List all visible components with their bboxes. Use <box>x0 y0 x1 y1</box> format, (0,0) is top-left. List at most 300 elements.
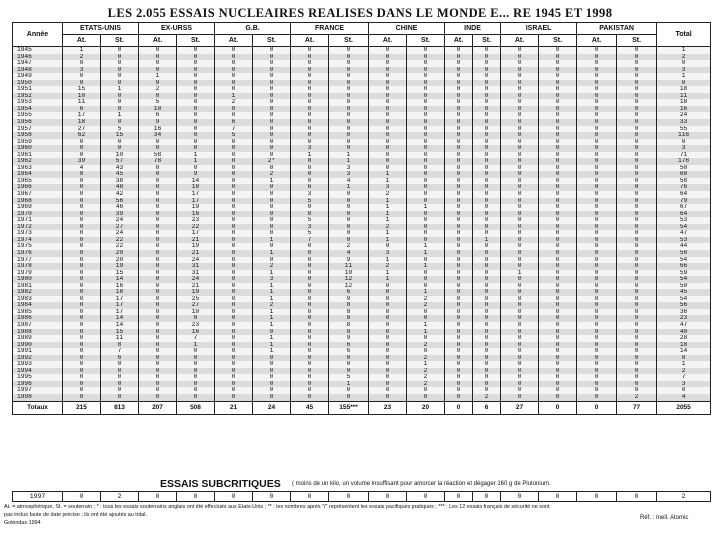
count-cell: 8 <box>329 302 369 309</box>
count-cell: 0 <box>445 387 473 394</box>
count-cell: 0 <box>63 145 101 152</box>
count-cell: 0 <box>63 361 101 368</box>
count-cell: 0 <box>291 106 329 113</box>
count-cell: 0 <box>215 106 253 113</box>
count-cell: 0 <box>617 67 657 74</box>
count-cell: 0 <box>577 211 617 218</box>
count-cell: 0 <box>63 276 101 283</box>
count-cell: 0 <box>329 145 369 152</box>
count-cell: 0 <box>369 374 407 381</box>
total-cell: 2 <box>657 54 711 61</box>
count-cell: 1 <box>369 276 407 283</box>
count-cell: 0 <box>445 132 473 139</box>
count-cell: 3 <box>291 224 329 231</box>
count-cell: 0 <box>501 126 539 133</box>
year-cell: 1990 <box>13 342 63 349</box>
count-cell: 0 <box>407 93 445 100</box>
count-cell: 0 <box>177 374 215 381</box>
total-cell: 40 <box>657 329 711 336</box>
count-cell: 0 <box>291 387 329 394</box>
count-cell: 0 <box>617 178 657 185</box>
count-cell: 0 <box>501 335 539 342</box>
count-cell: 21 <box>177 250 215 257</box>
count-cell: 0 <box>291 329 329 336</box>
count-cell: 62 <box>63 132 101 139</box>
total-cell: 66 <box>657 263 711 270</box>
subcritical-title: ESSAIS SUBCRITIQUES <box>160 478 281 490</box>
count-cell: 0 <box>539 289 577 296</box>
count-cell: 4 <box>329 178 369 185</box>
count-cell: 0 <box>369 47 407 54</box>
count-cell: 0 <box>539 322 577 329</box>
total-cell: 47 <box>657 230 711 237</box>
count-cell: 0 <box>215 250 253 257</box>
count-cell: 0 <box>369 67 407 74</box>
count-cell: 1 <box>253 250 291 257</box>
total-cell: 18 <box>657 86 711 93</box>
count-cell: 0 <box>473 184 501 191</box>
underground-header: St. <box>101 35 139 47</box>
count-cell: 5 <box>329 374 369 381</box>
atmospheric-header: At. <box>501 35 539 47</box>
count-cell: 0 <box>369 296 407 303</box>
count-cell: 2 <box>407 302 445 309</box>
count-cell: 0 <box>473 204 501 211</box>
count-cell: 0 <box>445 178 473 185</box>
total-cell: 54 <box>657 276 711 283</box>
count-cell: 0 <box>539 132 577 139</box>
count-cell: 0 <box>577 60 617 67</box>
count-cell: 0 <box>539 257 577 264</box>
count-cell: 0 <box>501 47 539 54</box>
count-cell: 1 <box>101 112 139 119</box>
count-cell: 0 <box>473 315 501 322</box>
count-cell: 0 <box>369 119 407 126</box>
year-cell: 1965 <box>13 178 63 185</box>
count-cell: 0 <box>291 80 329 87</box>
count-cell: 0 <box>445 283 473 290</box>
count-cell: 0 <box>617 86 657 93</box>
count-cell: 0 <box>445 368 473 375</box>
count-cell: 0 <box>473 296 501 303</box>
count-cell: 0 <box>407 145 445 152</box>
count-cell: 1 <box>253 283 291 290</box>
count-cell: 0 <box>473 171 501 178</box>
count-cell: 0 <box>445 361 473 368</box>
count-cell: 0 <box>369 112 407 119</box>
count-cell: 0 <box>501 237 539 244</box>
count-cell: 0 <box>253 165 291 172</box>
count-cell: 0 <box>539 270 577 277</box>
count-cell: 0 <box>215 184 253 191</box>
count-cell: 0 <box>369 54 407 61</box>
count-cell: 0 <box>577 158 617 165</box>
count-cell: 21 <box>177 237 215 244</box>
count-cell: 0 <box>407 67 445 74</box>
count-cell: 0 <box>501 250 539 257</box>
count-cell: 0 <box>291 178 329 185</box>
count-cell: 56 <box>101 198 139 205</box>
count-cell: 0 <box>291 67 329 74</box>
count-cell: 0 <box>577 276 617 283</box>
count-cell: 22 <box>101 237 139 244</box>
count-cell: 0 <box>291 112 329 119</box>
count-cell: 0 <box>539 302 577 309</box>
total-cell: 23 <box>657 315 711 322</box>
count-cell: 0 <box>501 165 539 172</box>
count-cell: 0 <box>369 283 407 290</box>
count-cell: 0 <box>63 243 101 250</box>
subcritical-note: ( moins de un kilo, un volume insuffisant pour amorcer la réaction et dégager 160 g de Plutonium. <box>292 481 551 487</box>
count-cell: 0 <box>539 191 577 198</box>
count-cell: 0 <box>407 335 445 342</box>
count-cell: 0 <box>215 191 253 198</box>
count-cell: 0 <box>445 119 473 126</box>
count-cell: 0 <box>577 54 617 61</box>
count-cell: 0 <box>139 315 177 322</box>
count-cell: 6 <box>291 184 329 191</box>
subcritical-cell: 0 <box>215 492 253 502</box>
count-cell: 0 <box>139 361 177 368</box>
count-cell: 0 <box>501 54 539 61</box>
year-cell: 1968 <box>13 198 63 205</box>
count-cell: 0 <box>177 139 215 146</box>
count-cell: 0 <box>473 152 501 159</box>
count-cell: 7 <box>101 348 139 355</box>
count-cell: 0 <box>253 126 291 133</box>
count-cell: 0 <box>617 355 657 362</box>
count-cell: 0 <box>177 93 215 100</box>
count-cell: 0 <box>577 204 617 211</box>
count-cell: 0 <box>101 73 139 80</box>
count-cell: 0 <box>101 119 139 126</box>
count-cell: 0 <box>539 152 577 159</box>
count-cell: 18 <box>177 184 215 191</box>
country-header: EX-URSS <box>139 23 215 35</box>
count-cell: 0 <box>101 361 139 368</box>
count-cell: 0 <box>473 47 501 54</box>
count-cell: 0 <box>539 204 577 211</box>
count-cell: 0 <box>501 145 539 152</box>
count-cell: 0 <box>215 302 253 309</box>
count-cell: 8 <box>329 315 369 322</box>
country-header-row <box>13 23 711 35</box>
count-cell: 0 <box>253 80 291 87</box>
count-cell: 0 <box>539 73 577 80</box>
count-cell: 16 <box>177 329 215 336</box>
count-cell: 0 <box>407 270 445 277</box>
count-cell: 0 <box>291 361 329 368</box>
total-cell: 54 <box>657 257 711 264</box>
count-cell: 0 <box>177 86 215 93</box>
count-cell: 0 <box>369 132 407 139</box>
count-cell: 0 <box>63 309 101 316</box>
count-cell: 0 <box>617 145 657 152</box>
count-cell: 0 <box>539 93 577 100</box>
year-cell: 1947 <box>13 60 63 67</box>
year-cell: 1971 <box>13 217 63 224</box>
count-cell: 0 <box>291 335 329 342</box>
count-cell: 0 <box>369 93 407 100</box>
count-cell: 2 <box>407 381 445 388</box>
count-cell: 0 <box>407 198 445 205</box>
count-cell: 0 <box>215 348 253 355</box>
count-cell: 0 <box>329 60 369 67</box>
count-cell: 0 <box>215 230 253 237</box>
total-cell: 3 <box>657 381 711 388</box>
count-cell: 0 <box>139 381 177 388</box>
count-cell: 1 <box>63 47 101 54</box>
total-cell: 67 <box>657 204 711 211</box>
count-cell: 0 <box>473 257 501 264</box>
count-cell: 0 <box>445 381 473 388</box>
count-cell: 0 <box>539 126 577 133</box>
count-cell: 0 <box>407 191 445 198</box>
count-cell: 0 <box>473 73 501 80</box>
count-cell: 5 <box>291 217 329 224</box>
count-cell: 0 <box>253 93 291 100</box>
count-cell: 0 <box>473 230 501 237</box>
count-cell: 0 <box>539 237 577 244</box>
count-cell: 0 <box>577 191 617 198</box>
year-cell: 1976 <box>13 250 63 257</box>
year-cell: 1992 <box>13 355 63 362</box>
count-cell: 0 <box>139 184 177 191</box>
underground-header: St. <box>617 35 657 47</box>
count-cell: 0 <box>501 276 539 283</box>
count-cell: 0 <box>617 309 657 316</box>
count-cell: 0 <box>291 250 329 257</box>
atmospheric-header: At. <box>139 35 177 47</box>
total-cell: 4 <box>657 394 711 401</box>
count-cell: 0 <box>539 374 577 381</box>
count-cell: 4 <box>63 165 101 172</box>
count-cell: 46 <box>101 204 139 211</box>
subcritical-cell: 0 <box>177 492 215 502</box>
count-cell: 0 <box>445 198 473 205</box>
count-cell: 0 <box>617 47 657 54</box>
count-cell: 0 <box>253 106 291 113</box>
count-cell: 0 <box>101 99 139 106</box>
count-cell: 0 <box>291 132 329 139</box>
count-cell: 0 <box>291 99 329 106</box>
count-cell: 0 <box>445 217 473 224</box>
count-cell: 0 <box>445 112 473 119</box>
count-cell: 0 <box>501 322 539 329</box>
count-cell: 0 <box>253 355 291 362</box>
count-cell: 0 <box>215 60 253 67</box>
count-cell: 6 <box>101 355 139 362</box>
year-cell: 1955 <box>13 112 63 119</box>
count-cell: 0 <box>445 106 473 113</box>
count-cell: 0 <box>407 211 445 218</box>
count-cell: 17 <box>101 309 139 316</box>
count-cell: 0 <box>291 119 329 126</box>
count-cell: 0 <box>617 139 657 146</box>
count-cell: 0 <box>253 204 291 211</box>
count-cell: 0 <box>473 348 501 355</box>
count-cell: 0 <box>577 224 617 231</box>
subcritical-cell: 0 <box>617 492 657 502</box>
count-cell: 1 <box>329 184 369 191</box>
count-cell: 19 <box>101 263 139 270</box>
count-cell: 0 <box>369 381 407 388</box>
count-cell: 0 <box>215 387 253 394</box>
count-cell: 0 <box>291 348 329 355</box>
count-cell: 0 <box>63 394 101 401</box>
table-row <box>13 394 711 401</box>
count-cell: 0 <box>445 191 473 198</box>
country-header: CHINE <box>369 23 445 35</box>
count-cell: 0 <box>617 152 657 159</box>
count-cell: 0 <box>253 361 291 368</box>
count-cell: 0 <box>407 230 445 237</box>
count-cell: 0 <box>539 171 577 178</box>
count-cell: 0 <box>407 99 445 106</box>
count-cell: 0 <box>253 374 291 381</box>
count-cell: 0 <box>139 243 177 250</box>
count-cell: 0 <box>253 119 291 126</box>
count-cell: 0 <box>445 158 473 165</box>
count-cell: 0 <box>291 243 329 250</box>
count-cell: 2 <box>253 171 291 178</box>
year-cell: 1966 <box>13 184 63 191</box>
count-cell: 24 <box>177 276 215 283</box>
count-cell: 0 <box>215 237 253 244</box>
count-cell: 0 <box>617 374 657 381</box>
count-cell: 0 <box>215 283 253 290</box>
count-cell: 0 <box>577 387 617 394</box>
atmospheric-header: At. <box>215 35 253 47</box>
total-column-header: Total <box>657 23 711 47</box>
year-cell: 1964 <box>13 171 63 178</box>
count-cell: 0 <box>445 54 473 61</box>
count-cell: 2 <box>407 342 445 349</box>
count-cell: 0 <box>215 270 253 277</box>
count-cell: 0 <box>291 257 329 264</box>
count-cell: 0 <box>329 224 369 231</box>
count-cell: 0 <box>139 198 177 205</box>
count-cell: 7 <box>215 126 253 133</box>
subcritical-cell: 2 <box>657 492 711 502</box>
count-cell: 0 <box>291 60 329 67</box>
count-cell: 12 <box>329 276 369 283</box>
count-cell: 0 <box>253 132 291 139</box>
count-cell: 27 <box>177 302 215 309</box>
count-cell: 8 <box>329 322 369 329</box>
count-cell: 0 <box>577 368 617 375</box>
count-cell: 0 <box>369 302 407 309</box>
count-cell: 0 <box>329 54 369 61</box>
count-cell: 0 <box>291 322 329 329</box>
total-cell: 116 <box>657 132 711 139</box>
count-cell: 0 <box>139 204 177 211</box>
count-cell: 0 <box>445 348 473 355</box>
count-cell: 0 <box>291 315 329 322</box>
count-cell: 0 <box>101 394 139 401</box>
total-cell: 64 <box>657 211 711 218</box>
count-cell: 0 <box>369 126 407 133</box>
count-cell: 0 <box>139 348 177 355</box>
count-cell: 0 <box>291 204 329 211</box>
count-cell: 0 <box>407 387 445 394</box>
total-cell: 0 <box>657 139 711 146</box>
count-cell: 0 <box>215 368 253 375</box>
total-cell: 50 <box>657 250 711 257</box>
count-cell: 0 <box>577 99 617 106</box>
year-cell: 1949 <box>13 73 63 80</box>
country-header: ISRAEL <box>501 23 577 35</box>
count-cell: 0 <box>215 47 253 54</box>
count-cell: 2 <box>253 302 291 309</box>
total-cell: 33 <box>657 119 711 126</box>
count-cell: 0 <box>63 296 101 303</box>
totals-cell: 508 <box>177 401 215 414</box>
count-cell: 0 <box>139 60 177 67</box>
count-cell: 0 <box>501 139 539 146</box>
count-cell: 1 <box>291 152 329 159</box>
totals-cell: 0 <box>445 401 473 414</box>
count-cell: 10 <box>101 152 139 159</box>
count-cell: 0 <box>577 270 617 277</box>
count-cell: 0 <box>215 394 253 401</box>
count-cell: 0 <box>215 309 253 316</box>
count-cell: 0 <box>329 191 369 198</box>
total-cell: 50 <box>657 283 711 290</box>
count-cell: 0 <box>139 322 177 329</box>
year-cell: 1986 <box>13 315 63 322</box>
count-cell: 0 <box>329 211 369 218</box>
count-cell: 1 <box>369 270 407 277</box>
year-cell: 1998 <box>13 394 63 401</box>
count-cell: 0 <box>617 119 657 126</box>
count-cell: 0 <box>539 106 577 113</box>
count-cell: 0 <box>577 348 617 355</box>
count-cell: 0 <box>63 184 101 191</box>
count-cell: 9 <box>329 335 369 342</box>
count-cell: 0 <box>445 342 473 349</box>
count-cell: 0 <box>139 342 177 349</box>
count-cell: 1 <box>369 204 407 211</box>
count-cell: 1 <box>407 289 445 296</box>
count-cell: 0 <box>501 381 539 388</box>
count-cell: 0 <box>445 355 473 362</box>
count-cell: 0 <box>501 309 539 316</box>
year-column-header: Année <box>13 23 63 47</box>
count-cell: 0 <box>445 67 473 74</box>
totals-cell: 0 <box>539 401 577 414</box>
count-cell: 0 <box>215 296 253 303</box>
count-cell: 0 <box>63 230 101 237</box>
count-cell: 9 <box>139 119 177 126</box>
count-cell: 0 <box>215 381 253 388</box>
count-cell: 0 <box>445 243 473 250</box>
count-cell: 0 <box>473 112 501 119</box>
count-cell: 0 <box>329 47 369 54</box>
count-cell: 0 <box>445 302 473 309</box>
count-cell: 1 <box>369 230 407 237</box>
totals-cell: 21 <box>215 401 253 414</box>
count-cell: 0 <box>407 315 445 322</box>
count-cell: 0 <box>539 329 577 336</box>
count-cell: 0 <box>501 191 539 198</box>
count-cell: 0 <box>501 217 539 224</box>
count-cell: 0 <box>473 342 501 349</box>
count-cell: 0 <box>539 184 577 191</box>
count-cell: 0 <box>63 322 101 329</box>
count-cell: 0 <box>501 184 539 191</box>
count-cell: 0 <box>445 145 473 152</box>
